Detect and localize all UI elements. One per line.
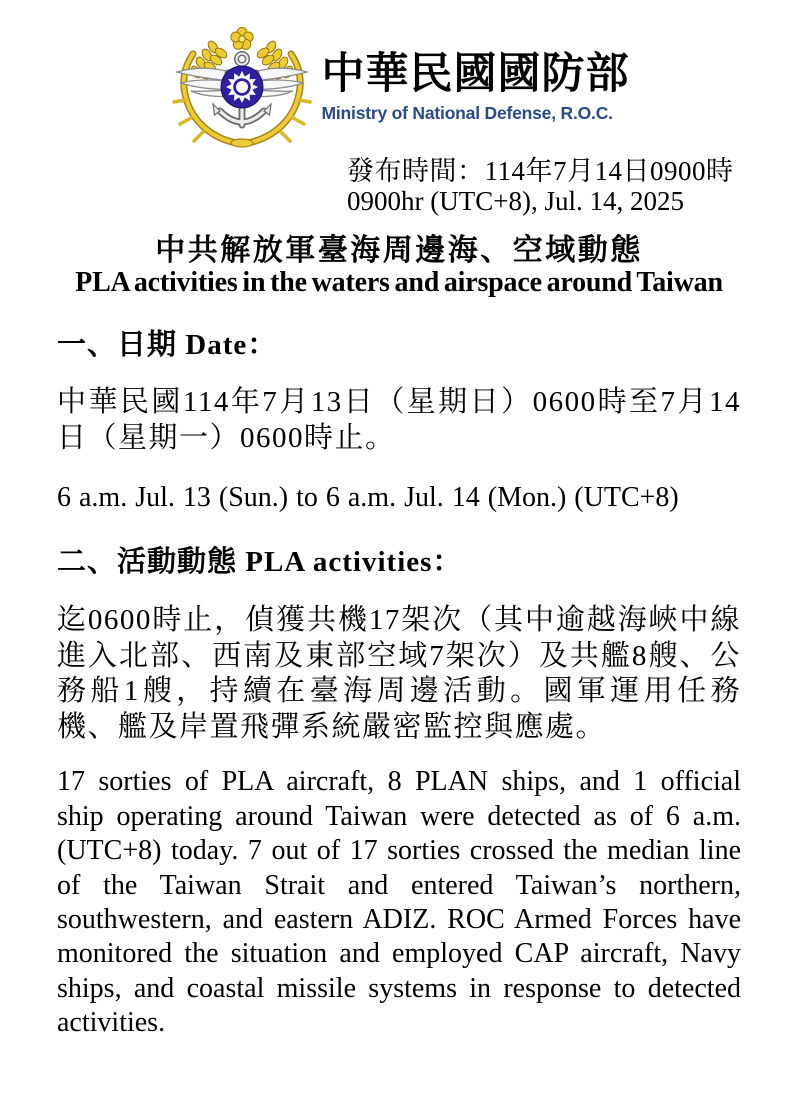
section-activities — [57, 546, 741, 1040]
release-time-en: 0900hr (UTC+8), Jul. 14, 2025 — [347, 186, 684, 216]
activities-paragraph-zh: 迄0600時止，偵獲共機17架次（其中逾越海峽中線進入北部、西南及東部空域7架次）及共艦8艘、公務船1艘，持續在臺海周邊活動。國軍運用任務機、艦及岸置飛彈系統嚴密監控與應處。 — [57, 604, 741, 743]
section-date — [57, 329, 741, 515]
date-paragraph-en: 6 a.m. Jul. 13 (Sun.) to 6 a.m. Jul. 14 (Mon.) (UTC+8) — [57, 482, 679, 513]
doc-title-en: PLA activities in the waters and airspace around Taiwan — [75, 267, 723, 298]
section-activities-heading: 二、活動動態 PLA activities： — [57, 546, 463, 579]
date-paragraph-zh: 中華民國114年7月13日（星期日）0600時至7月14日（星期一）0600時止。 — [57, 386, 741, 454]
org-name-block — [322, 50, 630, 123]
doc-title — [57, 234, 741, 299]
mnd-header — [57, 26, 741, 148]
release-time-zh: 發布時間：114年7月14日0900時 — [347, 156, 734, 186]
doc-title-zh: 中共解放軍臺海周邊海、空域動態 — [155, 234, 643, 267]
plum-blossom-icon — [230, 28, 252, 50]
sun-emblem-icon — [221, 66, 263, 108]
activities-paragraph-en: 17 sorties of PLA aircraft, 8 PLAN ships, and 1 official ship operating around Taiwan were detected as of 6 a.m. (UTC+8) today. 7 out of 17 sorties crossed the median line of the Taiwan Strait and entered Taiwan’s northern, southwestern, and eastern ADIZ. ROC Armed Forces have monitored the situation and employed CAP aircraft, Navy ships, and coastal missile systems in response to detected activities. — [57, 766, 741, 1039]
release-time — [347, 156, 741, 216]
org-name-en: Ministry of National Defense, R.O.C. — [321, 102, 613, 123]
mnd-emblem-icon — [169, 26, 315, 148]
org-name-zh: 中華民國國防部 — [321, 51, 630, 99]
section-date-heading: 一、日期 Date： — [57, 329, 278, 361]
